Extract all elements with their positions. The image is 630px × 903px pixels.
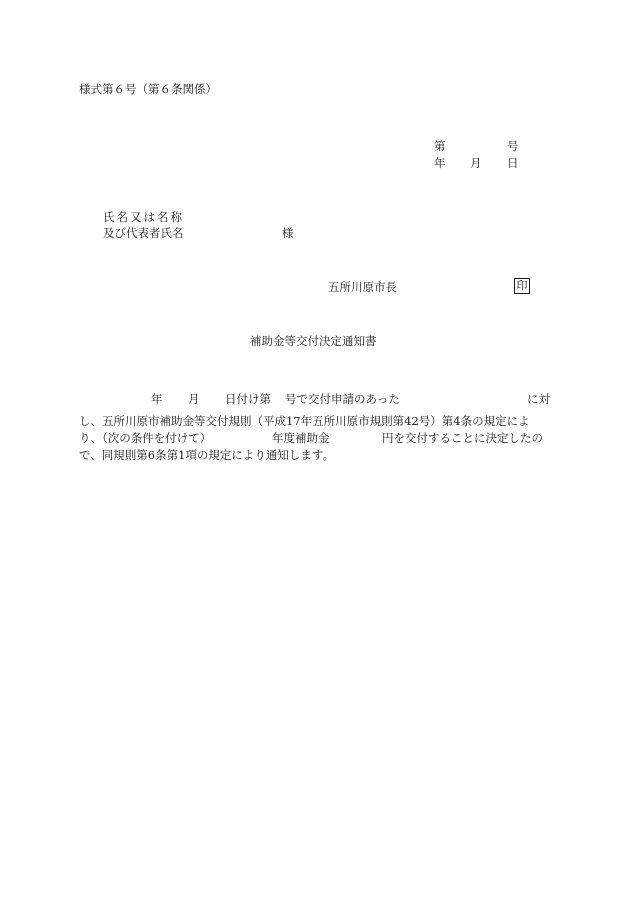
body-line-4: で、同規則第6条第1項の規定により通知します。 bbox=[79, 448, 334, 462]
document-title: 補助金等交付決定通知書 bbox=[250, 334, 377, 348]
body-conditions-label: り、（次の条件を付けて） bbox=[79, 431, 212, 445]
date-month-label: 月 bbox=[470, 156, 482, 170]
body-amount-label: 円を交付することに決定したの bbox=[382, 431, 543, 445]
body-fiscal-year-label: 年度補助金 bbox=[272, 431, 330, 445]
body-month-label: 月 bbox=[188, 392, 200, 406]
body-dated-number-label: 日付け第 bbox=[225, 392, 271, 406]
recipient-name-label: 氏名又は名称 bbox=[103, 210, 184, 224]
issuer-title: 五所川原市長 bbox=[328, 280, 397, 294]
document-number-label: 第 bbox=[434, 139, 446, 153]
date-year-label: 年 bbox=[434, 156, 446, 170]
body-against-label: に対 bbox=[527, 392, 550, 406]
body-year-label: 年 bbox=[151, 392, 163, 406]
document-number-suffix: 号 bbox=[507, 139, 519, 153]
recipient-representative-label: 及び代表者氏名 bbox=[103, 226, 184, 240]
recipient-honorific: 様 bbox=[282, 226, 294, 240]
seal-stamp: 印 bbox=[514, 278, 530, 294]
form-number: 様式第６号（第６条関係） bbox=[79, 82, 217, 96]
body-line-1 bbox=[79, 392, 551, 408]
body-applied-label: 号で交付申請のあった bbox=[285, 392, 400, 406]
body-line-2: し、五所川原市補助金等交付規則（平成17年五所川原市規則第42号）第4条の規定によ bbox=[79, 414, 530, 428]
body-line-3 bbox=[79, 431, 551, 447]
date-day-label: 日 bbox=[507, 156, 519, 170]
